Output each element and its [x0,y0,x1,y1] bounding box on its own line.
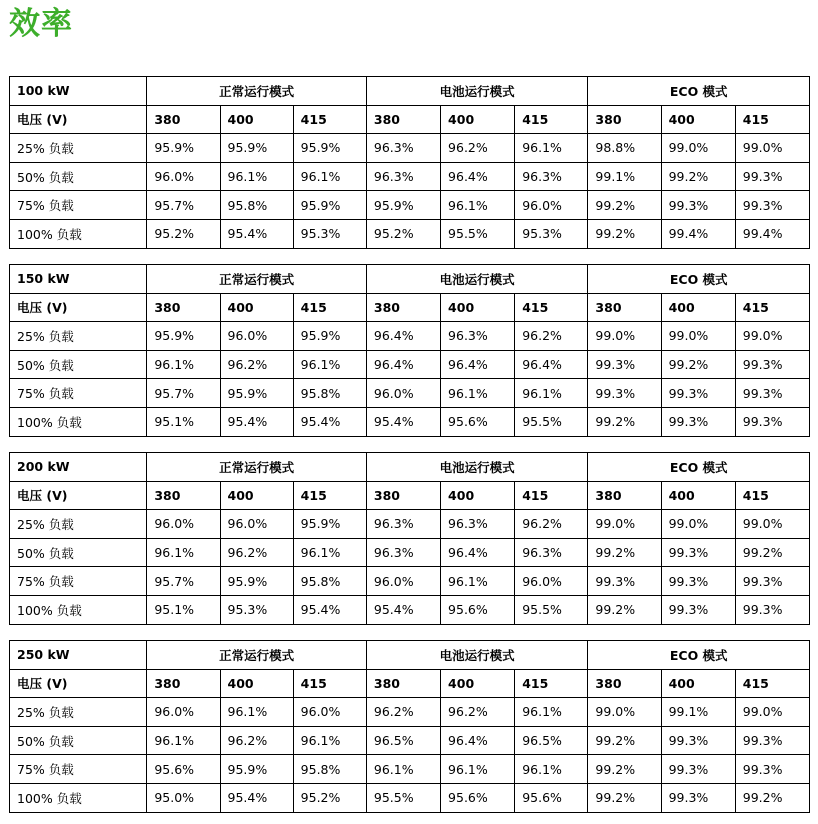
table-row [10,755,810,784]
efficiency-value: 95.9% [366,191,440,220]
voltage-value: 415 [293,293,366,322]
table-row [10,350,810,379]
efficiency-value: 96.1% [220,698,293,727]
efficiency-value: 95.4% [220,407,293,436]
table-row [10,134,810,163]
efficiency-value: 99.2% [588,783,661,812]
mode-header: ECO 模式 [588,265,810,294]
efficiency-value: 96.0% [515,191,588,220]
table-row [10,783,810,812]
voltage-value: 400 [661,105,735,134]
efficiency-value: 99.0% [661,134,735,163]
efficiency-value: 95.2% [366,219,440,248]
efficiency-table [9,640,810,813]
mode-header-row [10,265,810,294]
mode-header: 电池运行模式 [366,77,588,106]
voltage-value: 380 [588,293,661,322]
efficiency-value: 95.9% [220,379,293,408]
efficiency-value: 99.4% [661,219,735,248]
efficiency-value: 95.9% [220,134,293,163]
efficiency-value: 96.3% [441,322,515,351]
efficiency-value: 99.3% [588,350,661,379]
efficiency-value: 96.1% [147,726,220,755]
efficiency-value: 99.3% [735,350,809,379]
efficiency-value: 96.5% [515,726,588,755]
table-row [10,407,810,436]
efficiency-value: 95.5% [441,219,515,248]
table-row [10,219,810,248]
efficiency-value: 99.3% [735,407,809,436]
efficiency-value: 99.0% [588,322,661,351]
load-label: 50% 负载 [10,726,147,755]
voltage-value: 380 [366,293,440,322]
voltage-value: 415 [515,293,588,322]
voltage-value: 415 [293,105,366,134]
mode-header: 电池运行模式 [366,641,588,670]
efficiency-value: 95.9% [220,567,293,596]
efficiency-value: 99.2% [588,191,661,220]
load-label: 50% 负载 [10,538,147,567]
voltage-value: 380 [366,669,440,698]
efficiency-value: 99.0% [735,134,809,163]
efficiency-table [9,76,810,249]
voltage-value: 400 [661,293,735,322]
efficiency-value: 99.2% [588,407,661,436]
efficiency-value: 96.1% [515,755,588,784]
efficiency-value: 96.3% [366,162,440,191]
voltage-value: 415 [515,481,588,510]
efficiency-value: 95.8% [293,567,366,596]
efficiency-value: 96.0% [366,567,440,596]
voltage-value: 400 [220,669,293,698]
efficiency-value: 99.3% [661,379,735,408]
voltage-header-row [10,669,810,698]
efficiency-value: 99.3% [661,726,735,755]
efficiency-value: 99.3% [588,379,661,408]
efficiency-value: 96.2% [366,698,440,727]
load-label: 100% 负载 [10,219,147,248]
efficiency-value: 96.4% [441,162,515,191]
table-row [10,191,810,220]
voltage-header-row [10,293,810,322]
voltage-value: 380 [588,105,661,134]
voltage-value: 415 [735,293,809,322]
efficiency-value: 95.2% [293,783,366,812]
efficiency-value: 96.0% [515,567,588,596]
efficiency-table [9,264,810,437]
efficiency-value: 96.4% [366,350,440,379]
voltage-value: 380 [147,669,220,698]
efficiency-value: 96.1% [147,350,220,379]
efficiency-value: 95.7% [147,191,220,220]
efficiency-value: 96.3% [366,538,440,567]
voltage-value: 400 [441,481,515,510]
efficiency-value: 99.3% [735,191,809,220]
efficiency-value: 96.2% [515,322,588,351]
efficiency-value: 95.3% [220,595,293,624]
load-label: 75% 负载 [10,379,147,408]
efficiency-value: 96.1% [515,379,588,408]
mode-header: ECO 模式 [588,77,810,106]
efficiency-value: 99.3% [661,538,735,567]
efficiency-value: 99.3% [735,567,809,596]
efficiency-value: 99.2% [735,538,809,567]
efficiency-value: 99.3% [735,595,809,624]
table-row [10,322,810,351]
efficiency-value: 95.0% [147,783,220,812]
voltage-label: 电压 (V) [10,105,147,134]
efficiency-value: 99.0% [735,510,809,539]
efficiency-value: 96.2% [220,538,293,567]
voltage-value: 400 [661,481,735,510]
efficiency-value: 96.0% [220,322,293,351]
voltage-value: 415 [515,669,588,698]
efficiency-value: 96.1% [147,538,220,567]
table-row [10,595,810,624]
efficiency-value: 95.9% [293,134,366,163]
power-rating: 150 kW [10,265,147,294]
voltage-value: 380 [147,293,220,322]
efficiency-value: 96.0% [147,510,220,539]
efficiency-value: 96.3% [366,134,440,163]
efficiency-value: 95.9% [293,510,366,539]
efficiency-value: 96.4% [441,350,515,379]
efficiency-value: 99.2% [661,162,735,191]
efficiency-value: 99.0% [588,510,661,539]
efficiency-value: 95.9% [293,191,366,220]
voltage-label: 电压 (V) [10,481,147,510]
power-rating: 250 kW [10,641,147,670]
table-row [10,510,810,539]
load-label: 75% 负载 [10,191,147,220]
mode-header: 电池运行模式 [366,265,588,294]
power-rating: 200 kW [10,453,147,482]
table-row [10,567,810,596]
efficiency-value: 95.3% [515,219,588,248]
efficiency-value: 96.0% [147,162,220,191]
load-label: 100% 负载 [10,783,147,812]
efficiency-value: 95.1% [147,407,220,436]
efficiency-value: 99.3% [735,162,809,191]
efficiency-value: 96.1% [293,538,366,567]
efficiency-value: 99.2% [588,755,661,784]
voltage-value: 400 [661,669,735,698]
efficiency-value: 95.4% [366,595,440,624]
table-row [10,726,810,755]
efficiency-value: 96.2% [220,726,293,755]
mode-header-row [10,77,810,106]
efficiency-value: 96.0% [366,379,440,408]
table-row [10,379,810,408]
efficiency-value: 99.2% [588,595,661,624]
efficiency-value: 96.3% [515,162,588,191]
table-row [10,538,810,567]
load-label: 50% 负载 [10,350,147,379]
efficiency-value: 95.2% [147,219,220,248]
efficiency-value: 96.1% [293,726,366,755]
mode-header: 正常运行模式 [147,453,367,482]
efficiency-value: 95.9% [220,755,293,784]
efficiency-value: 95.6% [147,755,220,784]
efficiency-value: 96.3% [366,510,440,539]
voltage-value: 400 [220,481,293,510]
efficiency-value: 99.1% [661,698,735,727]
efficiency-value: 99.0% [661,322,735,351]
power-rating: 100 kW [10,77,147,106]
efficiency-value: 95.6% [441,407,515,436]
mode-header: 电池运行模式 [366,453,588,482]
efficiency-value: 95.5% [515,595,588,624]
voltage-value: 380 [366,105,440,134]
efficiency-value: 99.3% [661,567,735,596]
load-label: 50% 负载 [10,162,147,191]
efficiency-value: 99.2% [735,783,809,812]
mode-header: 正常运行模式 [147,641,367,670]
efficiency-table [9,452,810,625]
efficiency-value: 96.2% [220,350,293,379]
efficiency-value: 95.9% [147,322,220,351]
mode-header: ECO 模式 [588,453,810,482]
efficiency-value: 95.4% [293,595,366,624]
efficiency-value: 99.3% [735,379,809,408]
voltage-value: 400 [441,669,515,698]
efficiency-value: 96.3% [515,538,588,567]
voltage-label: 电压 (V) [10,669,147,698]
efficiency-value: 96.0% [220,510,293,539]
efficiency-value: 96.1% [515,698,588,727]
table-row [10,162,810,191]
efficiency-value: 96.5% [366,726,440,755]
efficiency-value: 95.9% [147,134,220,163]
efficiency-value: 99.3% [661,755,735,784]
load-label: 100% 负载 [10,595,147,624]
voltage-value: 380 [588,481,661,510]
efficiency-value: 99.0% [661,510,735,539]
efficiency-value: 99.1% [588,162,661,191]
load-label: 25% 负载 [10,322,147,351]
efficiency-value: 95.4% [293,407,366,436]
efficiency-value: 95.8% [293,755,366,784]
efficiency-value: 99.3% [735,726,809,755]
voltage-header-row [10,105,810,134]
efficiency-value: 96.1% [293,162,366,191]
efficiency-value: 96.1% [293,350,366,379]
efficiency-value: 95.5% [515,407,588,436]
efficiency-value: 96.1% [441,755,515,784]
voltage-value: 400 [220,293,293,322]
load-label: 75% 负载 [10,755,147,784]
load-label: 25% 负载 [10,510,147,539]
load-label: 25% 负载 [10,698,147,727]
load-label: 75% 负载 [10,567,147,596]
efficiency-value: 96.4% [515,350,588,379]
efficiency-value: 95.6% [441,783,515,812]
efficiency-value: 99.3% [661,783,735,812]
efficiency-value: 95.7% [147,379,220,408]
efficiency-value: 96.0% [293,698,366,727]
efficiency-value: 96.1% [441,567,515,596]
efficiency-value: 96.1% [441,191,515,220]
voltage-value: 415 [515,105,588,134]
efficiency-value: 99.2% [588,219,661,248]
voltage-value: 415 [293,481,366,510]
voltage-value: 380 [147,481,220,510]
efficiency-value: 99.3% [661,595,735,624]
efficiency-value: 95.3% [293,219,366,248]
efficiency-value: 99.3% [661,191,735,220]
efficiency-value: 95.6% [441,595,515,624]
voltage-value: 415 [735,481,809,510]
efficiency-value: 99.2% [588,538,661,567]
mode-header: 正常运行模式 [147,265,367,294]
load-label: 25% 负载 [10,134,147,163]
efficiency-value: 95.8% [220,191,293,220]
efficiency-value: 96.1% [515,134,588,163]
voltage-value: 380 [588,669,661,698]
efficiency-value: 99.0% [588,698,661,727]
efficiency-value: 95.9% [293,322,366,351]
efficiency-value: 96.2% [441,698,515,727]
efficiency-value: 96.1% [220,162,293,191]
page-title: 效率 [9,6,73,42]
voltage-value: 400 [441,105,515,134]
efficiency-value: 96.2% [441,134,515,163]
efficiency-value: 99.2% [661,350,735,379]
efficiency-value: 99.2% [588,726,661,755]
efficiency-value: 95.4% [220,783,293,812]
efficiency-value: 99.4% [735,219,809,248]
voltage-value: 415 [735,669,809,698]
efficiency-value: 95.4% [220,219,293,248]
efficiency-value: 99.0% [735,322,809,351]
voltage-value: 415 [735,105,809,134]
mode-header-row [10,641,810,670]
efficiency-value: 98.8% [588,134,661,163]
efficiency-value: 96.0% [147,698,220,727]
efficiency-value: 95.1% [147,595,220,624]
voltage-value: 415 [293,669,366,698]
efficiency-value: 95.8% [293,379,366,408]
efficiency-value: 95.7% [147,567,220,596]
efficiency-value: 96.4% [366,322,440,351]
table-row [10,698,810,727]
voltage-header-row [10,481,810,510]
efficiency-value: 99.3% [735,755,809,784]
voltage-value: 400 [220,105,293,134]
mode-header-row [10,453,810,482]
efficiency-value: 95.5% [366,783,440,812]
load-label: 100% 负载 [10,407,147,436]
voltage-value: 400 [441,293,515,322]
efficiency-value: 95.4% [366,407,440,436]
mode-header: 正常运行模式 [147,77,367,106]
efficiency-value: 96.1% [441,379,515,408]
voltage-value: 380 [366,481,440,510]
efficiency-value: 99.3% [661,407,735,436]
efficiency-value: 96.4% [441,726,515,755]
efficiency-value: 96.2% [515,510,588,539]
mode-header: ECO 模式 [588,641,810,670]
voltage-value: 380 [147,105,220,134]
efficiency-value: 99.0% [735,698,809,727]
efficiency-value: 96.3% [441,510,515,539]
efficiency-value: 95.6% [515,783,588,812]
voltage-label: 电压 (V) [10,293,147,322]
efficiency-value: 96.1% [366,755,440,784]
efficiency-value: 99.3% [588,567,661,596]
efficiency-value: 96.4% [441,538,515,567]
